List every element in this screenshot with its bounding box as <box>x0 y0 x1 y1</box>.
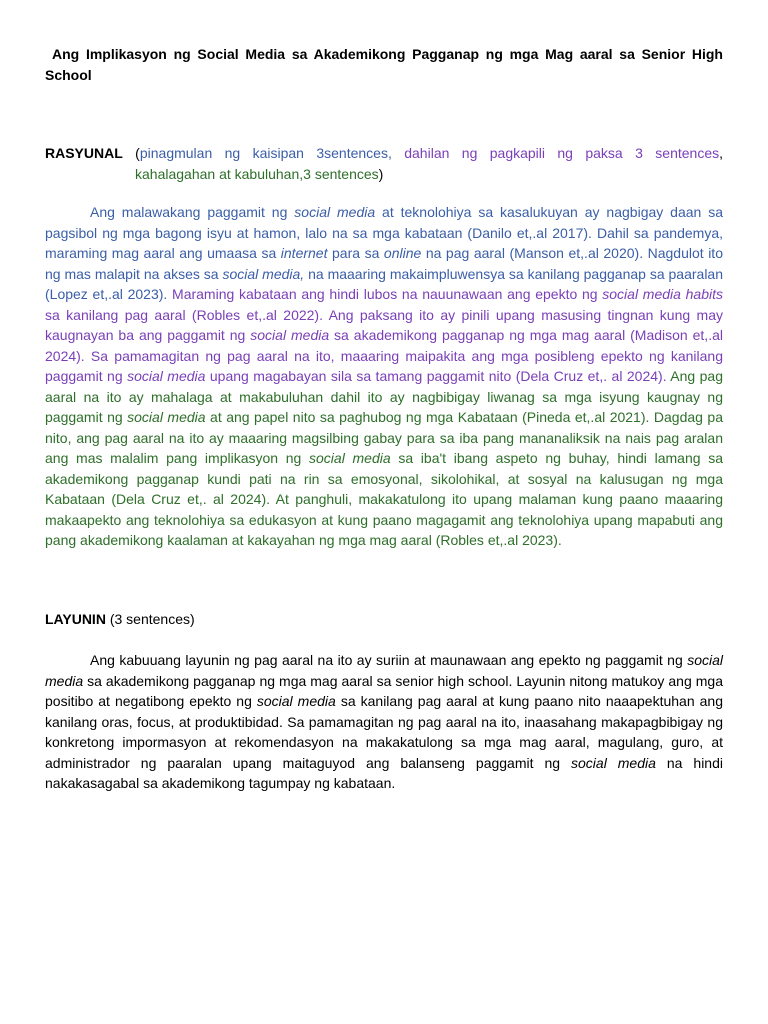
document-title: Ang Implikasyon ng Social Media sa Akademikong Pagganap ng mga Mag aaral sa Senior High School <box>45 46 723 83</box>
rasyunal-hint-reason: dahilan ng pagkapili ng paksa 3 sentences <box>391 145 720 161</box>
rasyunal-heading-line: RASYUNAL (pinagmulan ng kaisipan 3sentences, dahilan ng pagkapili ng paksa 3 sentences, <box>45 145 723 161</box>
rasyunal-reason-text: Maraming kabataan ang hindi lubos na nauunawaan ang epekto ng social media habits sa kanilang pag aaral (Robles et,.al 2022). Ang paksang ito ay pinili upang masusing tingnan kung may kaugnayan ba ang paggamit ng social media sa akademikong pagganap ng mga mag aaral (Madison et,.al 2024). Sa pamamagitan ng pag aaral na ito, maaaring maipakita ang mga posibleng epekto ng kanilang paggamit ng social media upang magabayan sila sa tamang paggamit nito (Dela Cruz et,. al 2024). <box>45 286 723 384</box>
layunin-paragraph: Ang kabuuang layunin ng pag aaral na ito ay suriin at maunawaan ang epekto ng paggamit ng social media sa akademikong pagganap ng mga mag aaral sa senior high school. Layunin nitong matukoy ang mga positibo at negatibong epekto ng social media sa kanilang pag aaral at kung paano nito naaapektuhan ang kanilang oras, focus, at produktibidad. Sa pamamagitan ng pag aaral na ito, inaasahang makapagbibigay ng konkretong impormasyon at rekomendasyon na makakatulong sa mga mag aaral, magulang, guro, at administrador ng paaralan upang maitaguyod ang balanseng paggamit ng social media na hindi nakakasagabal sa akademikong tagumpay ng kabataan. <box>45 652 723 791</box>
rasyunal-origin-text: Ang malawakang paggamit ng social media at teknolohiya sa kasalukuyan ay nagbigay daan sa pagsibol ng mga bagong isyu at hamon, lalo na sa mga kabataan (Danilo et,.al 2017). Dahil sa pandemya, maraming mag aaral ang umaasa sa internet para sa online na pag aaral (Manson et,.al 2020). Nagdulot ito ng mas malapit na akses sa social media, na maaaring makaimpluwensya sa kanilang pagganap sa paaralan (Lopez et,.al 2023). <box>45 204 724 302</box>
rasyunal-heading-line-2: kahalagahan at kabuluhan,3 sentences) <box>135 165 384 182</box>
layunin-label: LAYUNIN <box>45 611 106 627</box>
rasyunal-hint-origin: pinagmulan ng kaisipan 3sentences, <box>139 145 392 161</box>
layunin-heading <box>45 609 723 630</box>
rasyunal-significance-text: Ang pag aaral na ito ay mahalaga at makabuluhan dahil ito ay nagbibigay liwanag sa mga isyung kaugnay ng paggamit ng social media at ang papel nito sa paghubog ng mga Kabataan (Pineda et,.al 2021). Dagdag pa nito, ang pag aaral na ito ay maaaring magsilbing gabay para sa iba pang mananaliksik na nais pag aralan ang mas malalim pang implikasyon ng social media sa iba't ibang aspeto ng buhay, hindi lamang sa akademikong pagganap kundi pati na rin sa emosyonal, sikolohikal, at sosyal na kalusugan ng mga Kabataan (Dela Cruz et,. al 2024). At panghuli, makakatulong ito upang malaman kung paano maaaring makaapekto ang teknolohiya sa edukasyon at kung paano magagamit ang teknolohiya upang mapabuti ang pang akademikong kaalaman at kakayahan ng mga mag aaral (Robles et,.al 2023). <box>45 368 723 548</box>
rasyunal-hint-significance: kahalagahan at kabuluhan,3 sentences <box>135 165 379 182</box>
rasyunal-label: RASYUNAL <box>45 145 123 161</box>
rasyunal-heading <box>45 143 723 184</box>
rasyunal-paragraph <box>45 202 723 551</box>
layunin-hint: (3 sentences) <box>105 611 195 627</box>
